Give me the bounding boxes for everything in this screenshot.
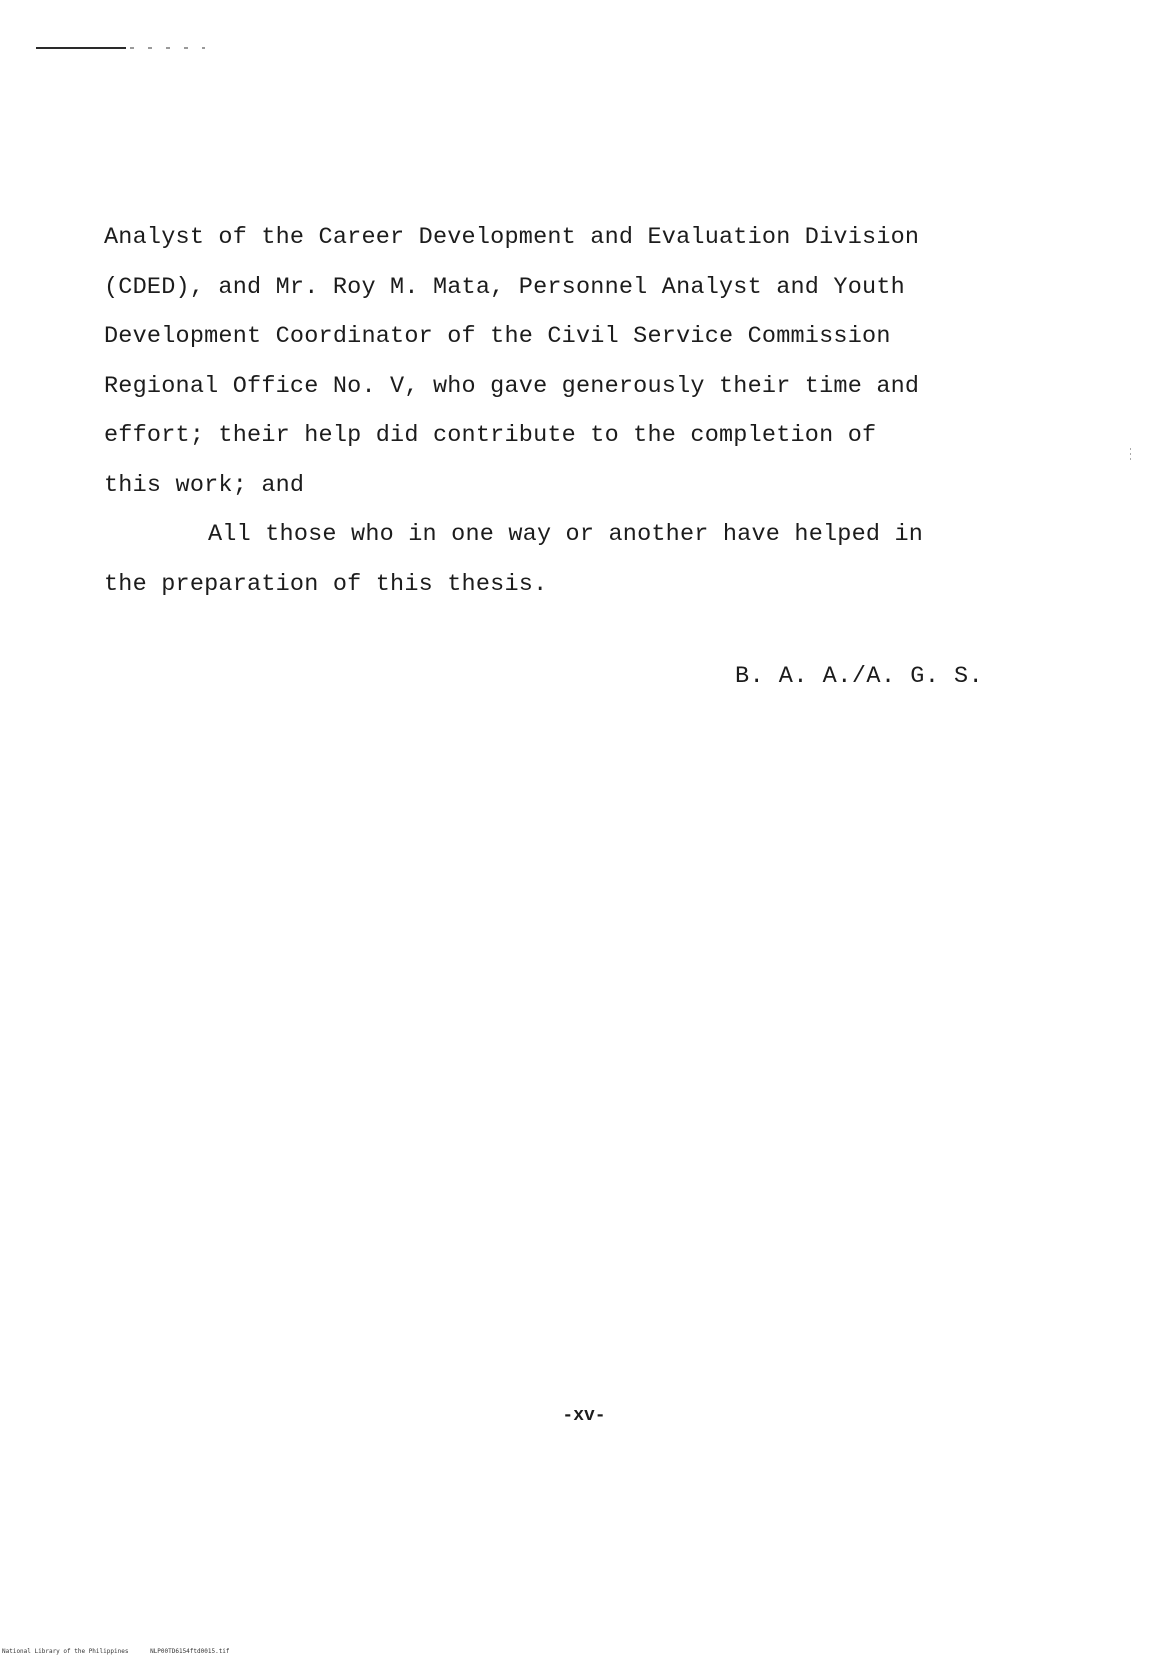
text-line: the preparation of this thesis. [104,570,548,598]
text-line: Regional Office No. V, who gave generously their time and [104,372,920,400]
text-line: this work; and [104,471,305,499]
footer-file: NLP00TD6154ftd0015.tif [150,1648,230,1655]
text-line: effort; their help did contribute to the completion of [104,422,877,449]
scan-footer [2,1648,230,1656]
text-line: Analyst of the Career Development and Evaluation Division [104,224,920,251]
page-number: -xv- [562,1406,606,1426]
top-rule [36,47,126,49]
margin-mark [1130,448,1131,460]
text-line: All those who in one way or another have helped in [208,521,924,548]
top-rule-dots [130,47,205,49]
text-line: (CDED), and Mr. Roy M. Mata, Personnel Analyst and Youth [104,273,905,301]
text-line: Development Coordinator of the Civil Service Commission [104,323,891,350]
author-initials: B. A. A./A. G. S. [735,663,984,690]
footer-library: National Library of the Philippines [2,1648,129,1655]
acknowledgment-text [104,213,1004,609]
